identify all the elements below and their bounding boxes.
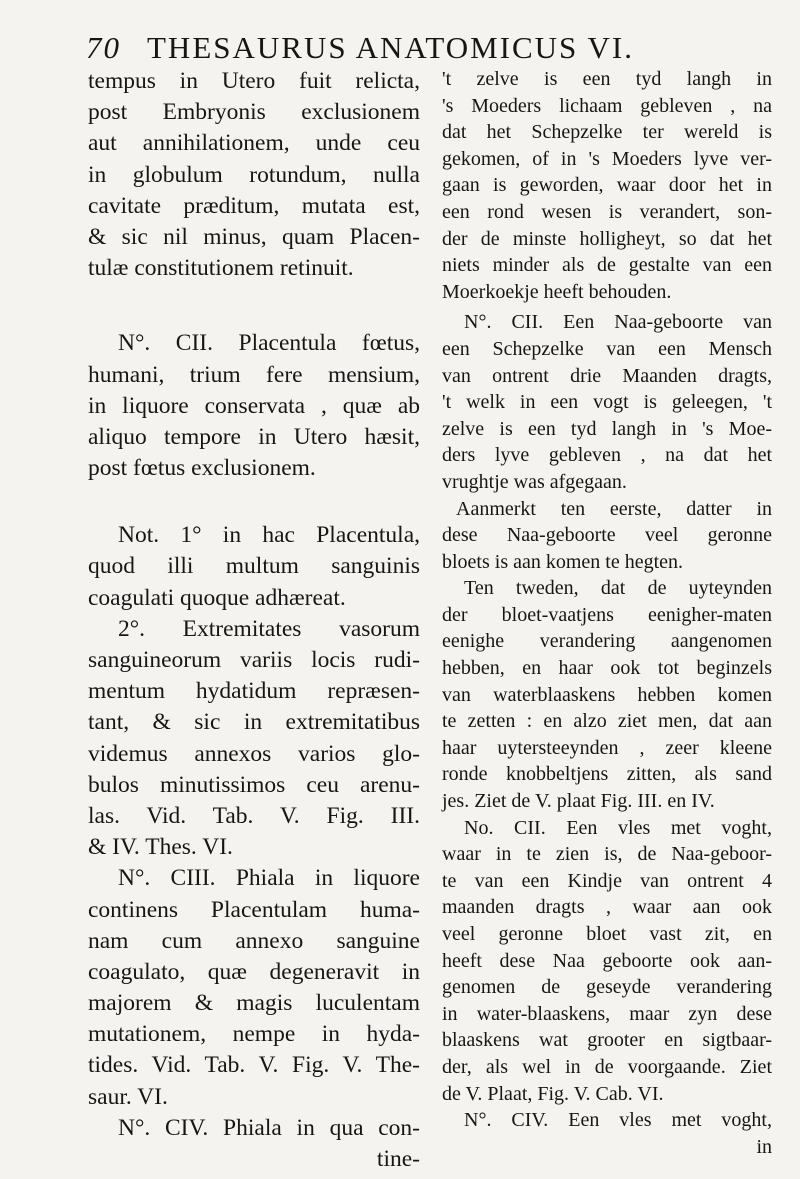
- text-line: in liquore conservata , quæ ab: [88, 392, 420, 419]
- text-line: 's Moeders lichaam gebleven , na: [442, 94, 772, 117]
- text-line: eenighe verandering aangenomen: [442, 630, 772, 653]
- text-line: majorem & magis luculentam: [88, 990, 420, 1017]
- text-line: continens Placentulam huma-: [88, 896, 420, 923]
- catchword: in: [756, 1135, 772, 1158]
- text-line: 't zelve is een tyd langh in: [442, 68, 772, 90]
- text-line: dat het Schepzelke ter wereld is: [442, 121, 772, 144]
- text-line: videmus annexos varios glo-: [88, 740, 420, 767]
- text-line: dese Naa-geboorte veel geronne: [442, 524, 772, 547]
- text-line: N°. CIV. Phiala in qua con-: [118, 1114, 420, 1141]
- text-line: bloets is aan komen te hegten.: [442, 550, 684, 573]
- text-line: sanguineorum variis locis rudi-: [88, 647, 420, 673]
- text-line: vrughtje was afgegaan.: [442, 470, 627, 493]
- text-line: N°. CIII. Phiala in liquore: [118, 865, 420, 892]
- text-line: N°. CII. Een Naa-geboorte van: [464, 311, 772, 334]
- text-line: quod illi multum sanguinis: [88, 553, 420, 580]
- text-line: N°. CII. Placentula fœtus,: [118, 330, 420, 357]
- text-line: de V. Plaat, Fig. V. Cab. VI.: [442, 1082, 664, 1105]
- text-line: in globulum rotundum, nulla: [88, 161, 420, 188]
- text-line: aliquo tempore in Utero hæsit,: [88, 423, 420, 450]
- text-line: nam cum annexo sanguine: [88, 927, 420, 954]
- latin-notes: [88, 520, 420, 1175]
- text-line: van waterblaaskens hebben komen: [442, 683, 772, 706]
- text-line: saur. VI.: [88, 1083, 168, 1110]
- text-line: veel geronne bloet vast zit, en: [442, 923, 772, 945]
- text-line: gaan is geworden, waar door het in: [442, 174, 772, 197]
- text-line: coagulato, quæ degeneravit in: [88, 958, 420, 985]
- text-line: genomen de geseyde verandering: [442, 976, 772, 999]
- text-line: post fœtus exclusionem.: [88, 455, 316, 482]
- text-line: van ontrent drie Maanden dragts,: [442, 364, 772, 387]
- text-line: humani, trium fere mensium,: [88, 361, 420, 388]
- text-line: maanden dragts , waar aan ook: [442, 896, 772, 919]
- text-line: tempus in Utero fuit relicta,: [88, 68, 420, 94]
- text-line: tant, & sic in extremitatibus: [88, 709, 420, 736]
- text-line: post Embryonis exclusionem: [88, 99, 420, 126]
- text-line: Ten tweden, dat de uyteynden: [464, 577, 772, 600]
- text-line: Moerkoekje heeft behouden.: [442, 280, 672, 303]
- text-line: jes. Ziet de V. plaat Fig. III. en IV.: [442, 790, 715, 813]
- text-line: 't welk in een vogt is geleegen, 't: [442, 391, 772, 414]
- text-line: tides. Vid. Tab. V. Fig. V. The-: [88, 1052, 420, 1079]
- dutch-column: [442, 66, 772, 1160]
- text-line: Aanmerkt ten eerste, datter in: [456, 497, 772, 520]
- text-line: niets minder als de gestalte van een: [442, 254, 772, 277]
- text-line: tulæ constitutionem retinuit.: [88, 255, 354, 282]
- text-line: coagulati quoque adhæreat.: [88, 584, 346, 611]
- text-line: te van een Kindje van ontrent 4: [442, 869, 772, 892]
- text-line: der bloet-vaatjens eenigher-maten: [442, 603, 772, 626]
- text-line: ders lyve gebleven , na dat het: [442, 444, 772, 467]
- text-line: een Schepzelke van een Mensch: [442, 337, 772, 360]
- page-number: 70: [86, 30, 121, 65]
- text-line: zelve is een tyd langh in 's Moe-: [442, 417, 772, 440]
- running-header: [86, 30, 686, 70]
- text-line: N°. CIV. Een vles met voght,: [464, 1109, 772, 1132]
- text-line: een rond wesen is verandert, son-: [442, 200, 772, 223]
- text-line: aut annihilationem, unde ceu: [88, 130, 420, 157]
- text-line: in water-blaaskens, maar zyn dese: [442, 1002, 772, 1025]
- text-line: & IV. Thes. VI.: [88, 834, 233, 861]
- text-line: haar uytersteeynden , zeer kleene: [442, 736, 772, 759]
- text-line: mutationem, nempe in hyda-: [88, 1021, 420, 1048]
- running-title: THESAURUS ANATOMICUS VI.: [147, 30, 634, 65]
- text-line: ronde knobbeltjens zitten, als sand: [442, 763, 772, 786]
- latin-entry-cii: [88, 328, 420, 484]
- text-line: No. CII. Een vles met voght,: [464, 816, 772, 839]
- text-line: las. Vid. Tab. V. Fig. III.: [88, 802, 420, 829]
- text-line: cavitate præditum, mutata est,: [88, 192, 420, 219]
- text-line: der, als wel in de voorgaande. Ziet: [442, 1055, 772, 1078]
- text-line: bulos minutissimos ceu arenu-: [88, 771, 420, 798]
- latin-column: [88, 66, 420, 1175]
- text-line: hebben, en haar ook tot beginzels: [442, 657, 772, 680]
- text-line: mentum hydatidum repræsen-: [88, 678, 420, 705]
- text-line: Not. 1° in hac Placentula,: [118, 522, 420, 549]
- text-line: 2°. Extremitates vasorum: [118, 615, 420, 642]
- catchword: tine-: [376, 1146, 420, 1172]
- text-line: & sic nil minus, quam Placen-: [88, 223, 420, 250]
- text-line: der de minste holligheyt, so dat het: [442, 227, 772, 250]
- text-line: gekomen, of in 's Moeders lyve ver-: [442, 147, 772, 170]
- text-line: waar in te zien is, de Naa-geboor-: [442, 843, 772, 866]
- text-line: heeft dese Naa geboorte ook aan-: [442, 949, 772, 972]
- text-line: te zetten : en alzo ziet men, dat aan: [442, 710, 772, 733]
- text-line: blaaskens wat grooter en sigtbaar-: [442, 1029, 772, 1052]
- latin-paragraph-continued: [88, 66, 420, 284]
